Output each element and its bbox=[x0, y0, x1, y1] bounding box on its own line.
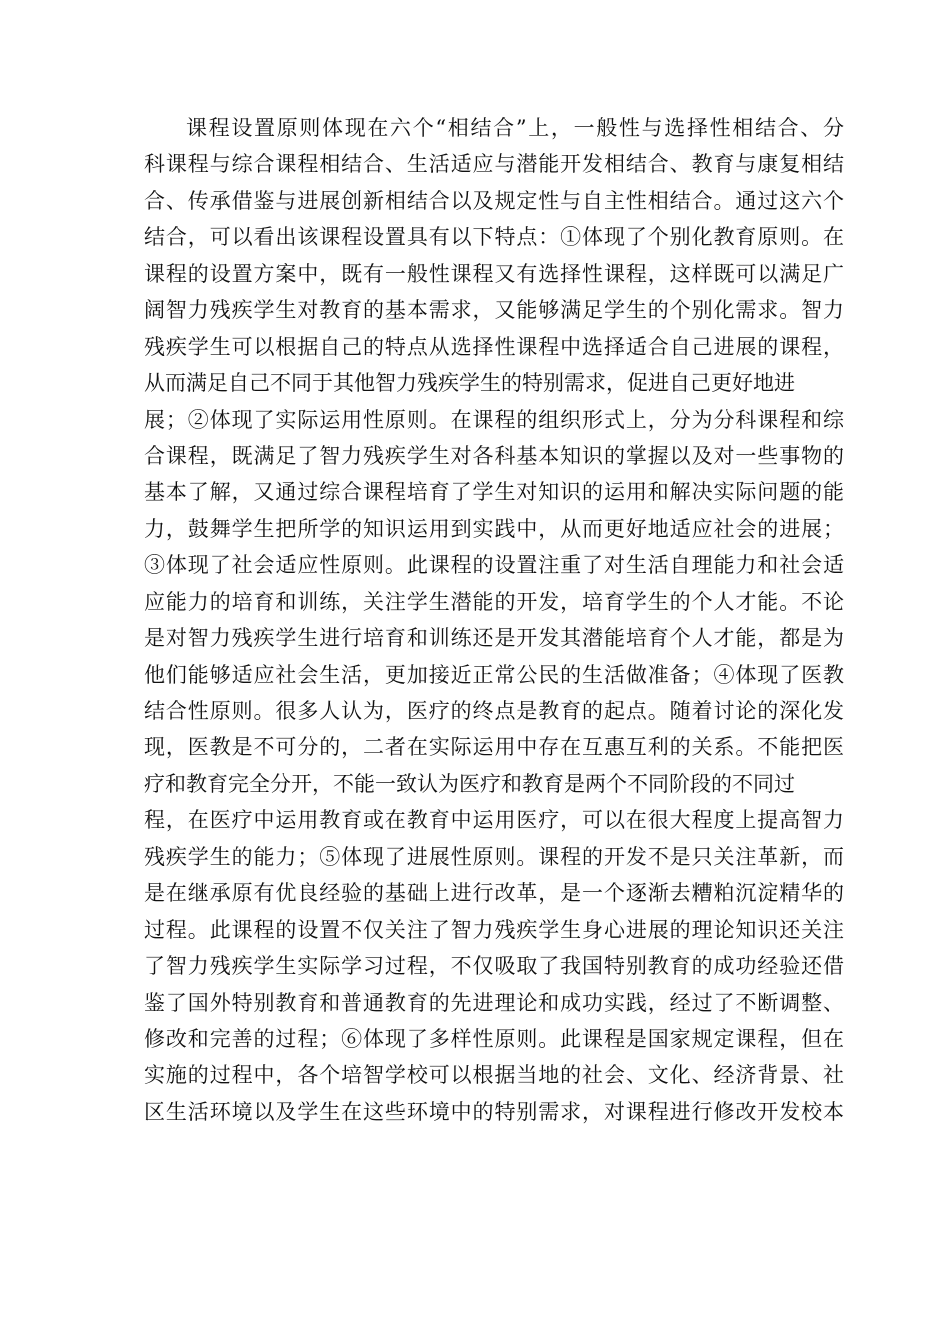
paragraph-line-26: 修改和完善的过程；⑥体现了多样性原则。此课程是国家规定课程，但在 bbox=[144, 1026, 844, 1051]
paragraph-line-11: 基本了解，又通过综合课程培育了学生对知识的运用和解决实际问题的能 bbox=[144, 480, 844, 505]
paragraph-line-15: 是对智力残疾学生进行培育和训练还是开发其潜能培育个人才能，都是为 bbox=[144, 626, 844, 651]
paragraph-line-25: 鉴了国外特别教育和普通教育的先进理论和成功实践，经过了不断调整、 bbox=[144, 990, 844, 1015]
paragraph-line-18: 现，医教是不可分的，二者在实际运用中存在互惠互利的关系。不能把医 bbox=[144, 735, 844, 760]
paragraph-line-19: 疗和教育完全分开，不能一致认为医疗和教育是两个不同阶段的不同过 bbox=[144, 771, 795, 796]
paragraph-line-3: 合、传承借鉴与进展创新相结合以及规定性与自主性相结合。通过这六个 bbox=[144, 188, 844, 213]
paragraph-line-1: 课程设置原则体现在六个“相结合”上，一般性与选择性相结合、分 bbox=[186, 116, 844, 140]
paragraph-line-4: 结合，可以看出该课程设置具有以下特点：①体现了个别化教育原则。在 bbox=[144, 225, 844, 250]
paragraph-line-8: 从而满足自己不同于其他智力残疾学生的特别需求，促进自己更好地进 bbox=[144, 371, 795, 396]
paragraph-line-6: 阔智力残疾学生对教育的基本需求，又能够满足学生的个别化需求。智力 bbox=[144, 298, 844, 323]
paragraph-line-21: 残疾学生的能力；⑤体现了进展性原则。课程的开发不是只关注革新，而 bbox=[144, 844, 844, 869]
paragraph-line-13: ③体现了社会适应性原则。此课程的设置注重了对生活自理能力和社会适 bbox=[144, 553, 844, 578]
paragraph-line-23: 过程。此课程的设置不仅关注了智力残疾学生身心进展的理论知识还关注 bbox=[144, 917, 844, 942]
paragraph-line-16: 他们能够适应社会生活，更加接近正常公民的生活做准备；④体现了医教 bbox=[144, 662, 844, 687]
paragraph-line-27: 实施的过程中，各个培智学校可以根据当地的社会、文化、经济背景、社 bbox=[144, 1063, 844, 1088]
paragraph-line-9: 展；②体现了实际运用性原则。在课程的组织形式上，分为分科课程和综 bbox=[144, 407, 844, 432]
paragraph-line-10: 合课程，既满足了智力残疾学生对各科基本知识的掌握以及对一些事物的 bbox=[144, 443, 844, 468]
body-paragraph bbox=[144, 110, 844, 1130]
paragraph-line-14: 应能力的培育和训练，关注学生潜能的开发，培育学生的个人才能。不论 bbox=[144, 589, 844, 614]
paragraph-line-12: 力，鼓舞学生把所学的知识运用到实践中，从而更好地适应社会的进展； bbox=[144, 516, 844, 541]
paragraph-line-20: 程，在医疗中运用教育或在教育中运用医疗，可以在很大程度上提高智力 bbox=[144, 808, 844, 833]
paragraph-line-24: 了智力残疾学生实际学习过程，不仅吸取了我国特别教育的成功经验还借 bbox=[144, 954, 844, 979]
paragraph-line-2: 科课程与综合课程相结合、生活适应与潜能开发相结合、教育与康复相结 bbox=[144, 152, 844, 177]
paragraph-line-7: 残疾学生可以根据自己的特点从选择性课程中选择适合自己进展的课程， bbox=[144, 334, 844, 359]
paragraph-line-28: 区生活环境以及学生在这些环境中的特别需求，对课程进行修改开发校本 bbox=[144, 1099, 844, 1124]
paragraph-line-22: 是在继承原有优良经验的基础上进行改革，是一个逐渐去糟粕沉淀精华的 bbox=[144, 881, 844, 906]
paragraph-line-5: 课程的设置方案中，既有一般性课程又有选择性课程，这样既可以满足广 bbox=[144, 261, 844, 286]
paragraph-line-17: 结合性原则。很多人认为，医疗的终点是教育的起点。随着讨论的深化发 bbox=[144, 699, 844, 723]
